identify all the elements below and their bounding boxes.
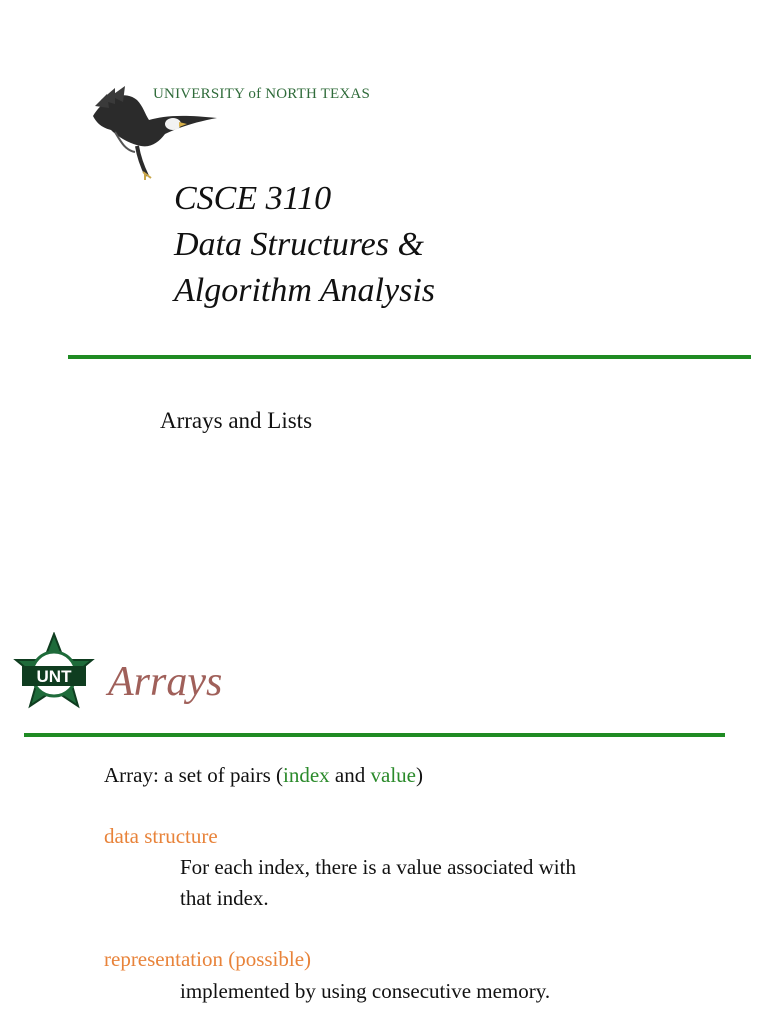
svg-text:UNT: UNT bbox=[36, 667, 72, 686]
slide-title-divider bbox=[24, 733, 725, 737]
course-name-line1: Data Structures & bbox=[174, 226, 424, 263]
university-wordmark: UNIVERSITY of NORTH TEXAS bbox=[153, 86, 371, 102]
unt-badge-icon bbox=[12, 632, 96, 716]
value-term: value bbox=[370, 763, 416, 787]
eagle-logo-icon bbox=[85, 86, 225, 182]
array-definition: Array: a set of pairs (index and value) bbox=[104, 763, 423, 787]
course-code: CSCE 3110 bbox=[174, 180, 332, 217]
data-structure-label: data structure bbox=[104, 824, 218, 848]
data-structure-desc-line2: that index. bbox=[180, 886, 269, 910]
course-name-line2: Algorithm Analysis bbox=[174, 272, 435, 309]
representation-label: representation (possible) bbox=[104, 947, 312, 971]
title-divider bbox=[68, 355, 751, 359]
lecture-subtitle: Arrays and Lists bbox=[160, 408, 313, 433]
data-structure-desc-line1: For each index, there is a value associated with bbox=[180, 855, 576, 879]
representation-desc: implemented by using consecutive memory. bbox=[180, 979, 551, 1003]
slide-title: Arrays bbox=[108, 659, 223, 705]
index-term: index bbox=[283, 763, 330, 787]
